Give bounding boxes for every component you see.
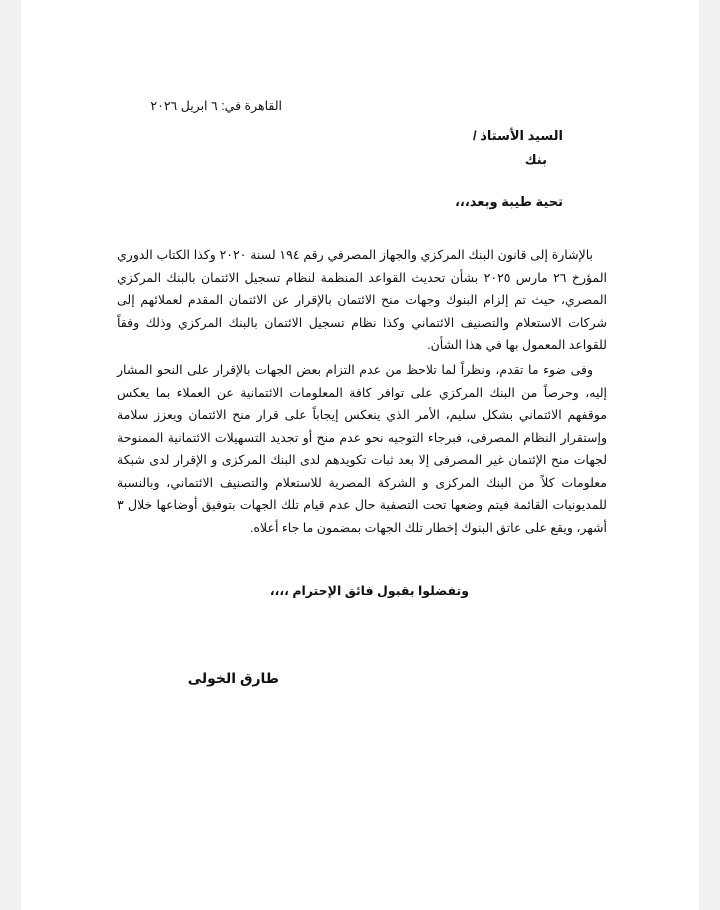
signature-name: طارق الخولى xyxy=(187,670,279,686)
paragraph-text: بالإشارة إلى قانون البنك المركزي والجهاز المصرفي رقم ١٩٤ لسنة ٢٠٢٠ وكذا الكتاب الدوري المؤرخ ٢٦ مارس ٢٠٢٥ بشأن تحديث القواعد المنظمة لنظام تسجيل الائتمان بالبنك المركزي المصري، حيث تم إلزام البنوك وجهات منح الائتمان بالإقرار عن الائتمان المقدم لعملائهم إلى شركات الاستعلام والتصنيف الائتماني وكذا نظام تسجيل الائتمان بالبنك المركزي وذلك وفقاً للقواعد المعمول بها في هذا الشأن. xyxy=(117,248,607,352)
letter-page xyxy=(21,0,699,910)
paragraph-text: وفى ضوء ما تقدم، ونظراً لما تلاحظ من عدم التزام بعض الجهات بالإقرار على النحو المشار إليه، وحرصاً من البنك المركزي على توافر كافة المعلومات الائتمانية عن العملاء بما يعكس موقفهم الائتماني بشكل سليم، الأمر الذي ينعكس إيجاباً على قرار منح الائتمان ويعزز سلامة وإستقرار النظام المصرفى، فبرجاء التوجيه نحو عدم منح أو تجديد التسهيلات الائتمانية الممنوحة لجهات منح الإئتمان غير المصرفى إلا بعد ثبات تكويدهم لدى البنك المركزى و الإقرار لدى شبكة معلومات كلاً من البنك المركزى و الشركة المصرية للاستعلام والتصنيف الائتماني، وبالنسبة للمديونيات القائمة فيتم وضعها تحت التصفية حال عدم قيام تلك الجهات بتوفيق أوضاعها خلال ٣ أشهر، ويقع على عاتق البنوك إخطار تلك الجهات بمضمون ما جاء أعلاه. xyxy=(117,363,607,535)
recipient-title: السيد الأستاذ / xyxy=(473,128,563,143)
paragraph-instruction xyxy=(117,359,607,539)
recipient-bank: بنك xyxy=(524,152,547,167)
letter-date: القاهرة في: ٦ ابريل ٢٠٢٦ xyxy=(150,99,282,113)
greeting: تحية طيبة وبعد،،، xyxy=(454,194,563,209)
paragraph-reference xyxy=(117,244,607,357)
closing-salutation: وتفضلوا بقبول فائق الإحترام ،،،، xyxy=(269,584,469,598)
